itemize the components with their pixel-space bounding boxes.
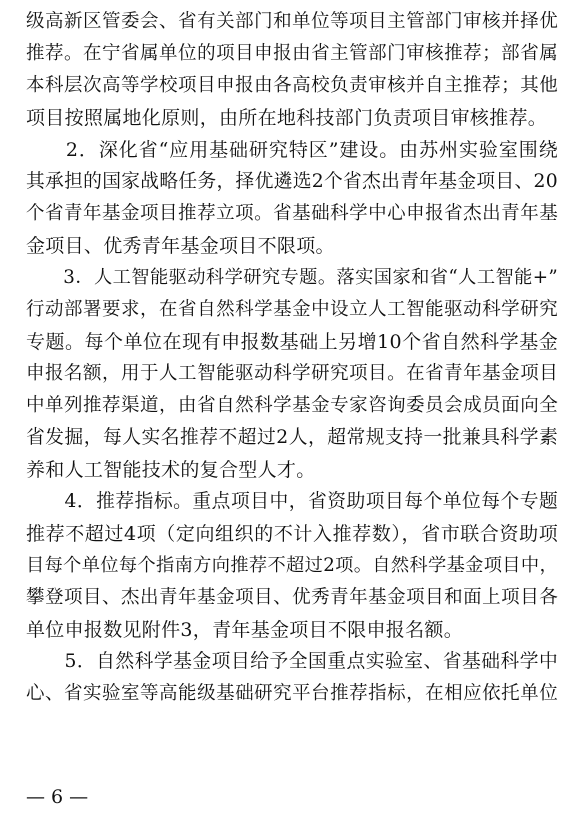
text-line: 5．自然科学基金项目给予全国重点实验室、省基础科学中 <box>26 651 558 672</box>
text-line: 级高新区管委会、省有关部门和单位等项目主管部门审核并择优 <box>26 11 558 32</box>
text-line: 攀登项目、杰出青年基金项目、优秀青年基金项目和面上项目各 <box>26 587 558 608</box>
text-line: 本科层次高等学校项目申报由各高校负责审核并自主推荐；其他 <box>26 75 558 96</box>
text-line: 其承担的国家战略任务，择优遴选2个省杰出青年基金项目、20 <box>26 171 558 192</box>
text-line: 推荐不超过4项（定向组织的不计入推荐数），省市联合资助项 <box>26 523 558 545</box>
text-line: 目每个单位每个指南方向推荐不超过2项。自然科学基金项目中， <box>26 555 558 576</box>
text-line: 行动部署要求，在省自然科学基金中设立人工智能驱动科学研究 <box>26 299 558 320</box>
text-line: 4．推荐指标。重点项目中，省资助项目每个单位每个专题 <box>26 491 558 512</box>
text-line: 项目按照属地化原则，由所在地科技部门负责项目审核推荐。 <box>26 107 548 129</box>
text-line: 2．深化省“应用基础研究特区”建设。由苏州实验室围绕 <box>26 139 558 161</box>
text-line: 3．人工智能驱动科学研究专题。落实国家和省“人工智能+” <box>26 267 558 288</box>
text-line: 养和人工智能技术的复合型人才。 <box>26 459 316 481</box>
document-body <box>26 6 558 710</box>
text-line: 申报名额，用于人工智能驱动科学研究项目。在省青年基金项目 <box>26 363 558 384</box>
page-number: — 6 — <box>26 786 89 808</box>
text-line: 心、省实验室等高能级基础研究平台推荐指标，在相应依托单位 <box>26 683 558 704</box>
text-line: 单位申报数见附件3，青年基金项目不限申报名额。 <box>26 619 463 641</box>
text-line: 推荐。在宁省属单位的项目申报由省主管部门审核推荐；部省属 <box>26 43 558 64</box>
text-line: 金项目、优秀青年基金项目不限项。 <box>26 235 335 257</box>
text-line: 省发掘，每人实名推荐不超过2人，超常规支持一批兼具科学素 <box>26 427 558 448</box>
text-line: 中单列推荐渠道，由省自然科学基金专家咨询委员会成员面向全 <box>26 395 558 416</box>
text-line: 个省青年基金项目推荐立项。省基础科学中心申报省杰出青年基 <box>26 203 558 224</box>
text-line: 专题。每个单位在现有申报数基础上另增10个省自然科学基金 <box>26 331 558 353</box>
